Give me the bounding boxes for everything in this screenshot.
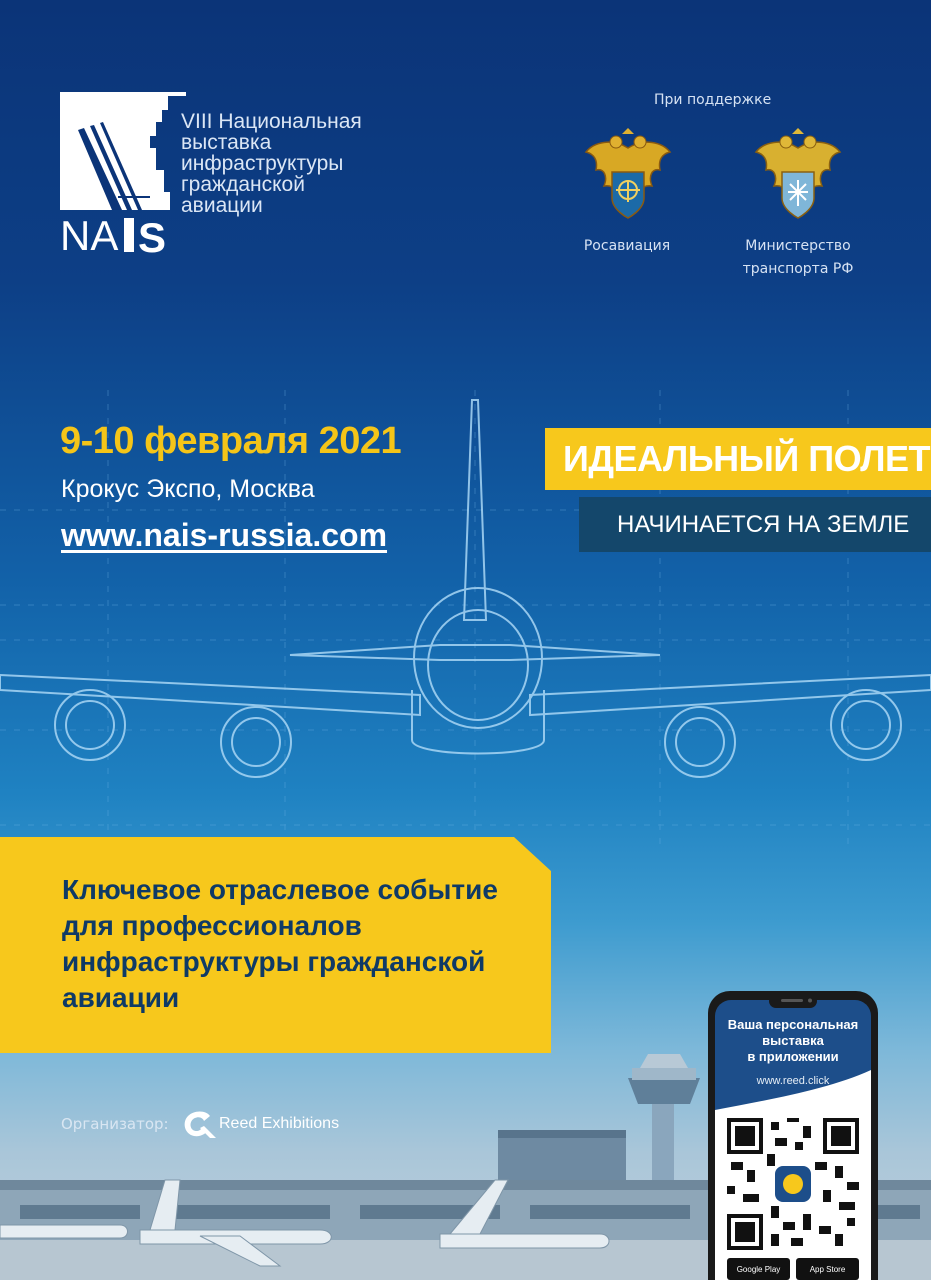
phone-promo-line: Ваша персональная bbox=[727, 1017, 859, 1032]
phone-promo-line: в приложении bbox=[747, 1049, 839, 1064]
svg-text:NA: NA bbox=[60, 212, 119, 254]
logo-line: гражданской bbox=[181, 173, 305, 196]
logo-line: инфраструктуры bbox=[181, 152, 344, 175]
rosaviatsiya-emblem-icon bbox=[582, 128, 674, 228]
nais-logo bbox=[60, 92, 188, 254]
logo-title bbox=[181, 111, 362, 216]
logo-line: выставка bbox=[181, 131, 272, 154]
svg-text:S: S bbox=[138, 214, 167, 254]
phone-app-url[interactable]: www.reed.click bbox=[756, 1075, 830, 1087]
ministry-label-line: Министерство bbox=[745, 238, 851, 254]
reed-exhibitions-logo-icon bbox=[180, 1108, 218, 1140]
support-label: При поддержке bbox=[654, 92, 772, 108]
organizer-label: Организатор: bbox=[61, 1115, 169, 1133]
event-tagline bbox=[62, 872, 542, 1016]
google-play-badge[interactable]: Google Play bbox=[727, 1258, 790, 1280]
ministry-transport-emblem-icon bbox=[752, 126, 844, 226]
tagline-line: для профессионалов bbox=[62, 910, 362, 941]
event-website-link[interactable]: www.nais-russia.com bbox=[61, 517, 388, 553]
event-date: 9-10 февраля 2021 bbox=[60, 420, 402, 462]
tagline-line: Ключевое отраслевое событие bbox=[62, 874, 498, 905]
slogan-line-1: ИДЕАЛЬНЫЙ ПОЛЕТ bbox=[545, 428, 931, 490]
event-venue: Крокус Экспо, Москва bbox=[61, 475, 315, 503]
tagline-line: инфраструктуры гражданской bbox=[62, 946, 486, 977]
slogan-line-2: НАЧИНАЕТСЯ НА ЗЕМЛЕ bbox=[579, 497, 931, 552]
phone-app-promo bbox=[718, 1017, 868, 1065]
ministry-transport-label bbox=[723, 235, 873, 281]
ministry-label-line: транспорта РФ bbox=[742, 261, 854, 277]
qr-code-icon[interactable] bbox=[727, 1118, 859, 1250]
rosaviatsiya-label: Росавиация bbox=[583, 238, 671, 254]
logo-line: авиации bbox=[181, 194, 263, 217]
phone-promo-line: выставка bbox=[762, 1033, 824, 1048]
logo-line: VIII Национальная bbox=[181, 110, 362, 133]
tagline-line: авиации bbox=[62, 982, 180, 1013]
organizer-name: Reed Exhibitions bbox=[219, 1115, 340, 1132]
app-store-badge[interactable]: App Store bbox=[796, 1258, 859, 1280]
